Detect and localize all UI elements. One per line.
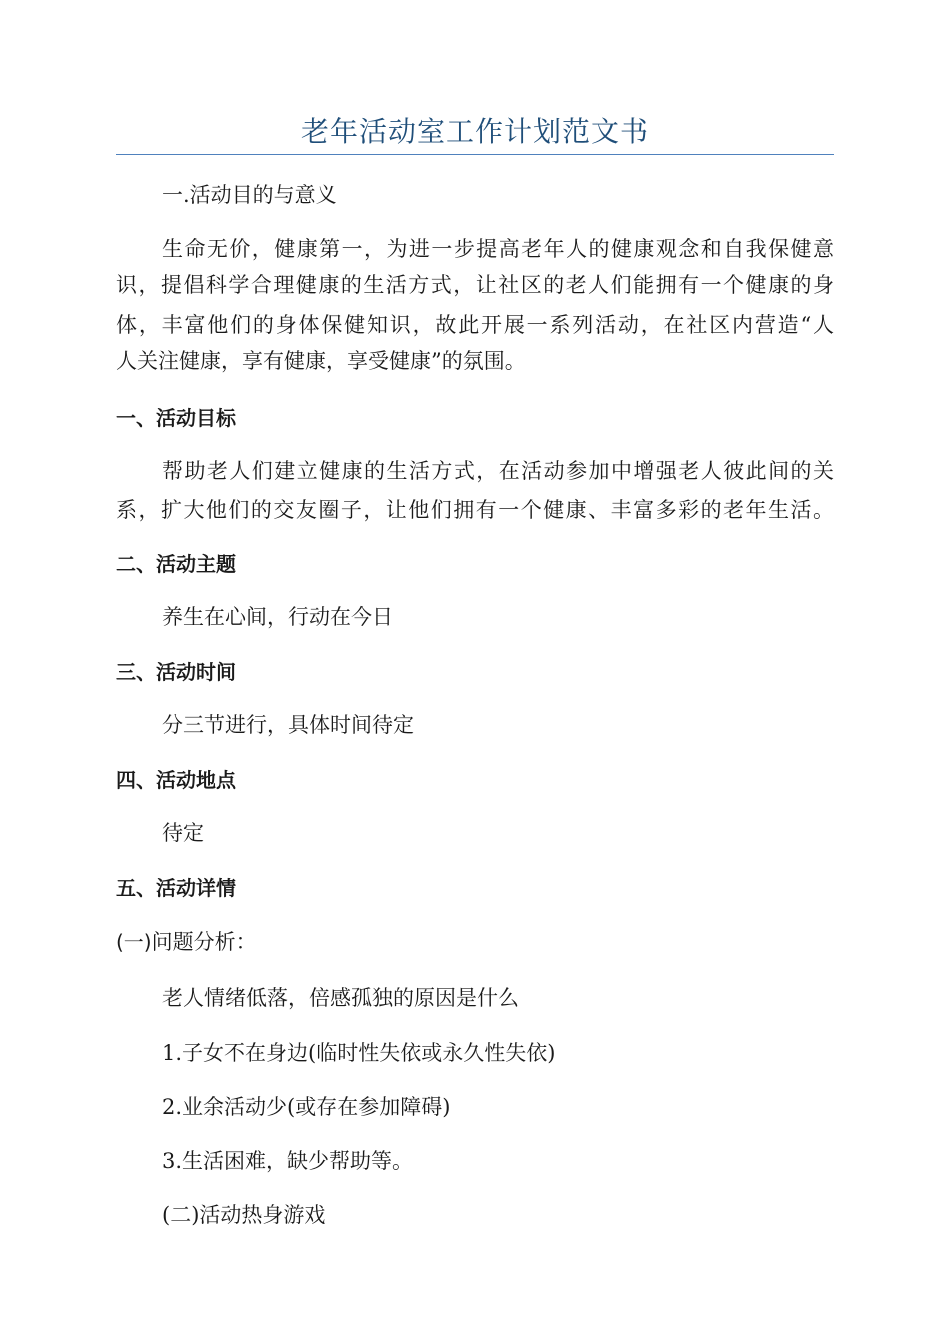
section-heading-details: 五、活动详情 xyxy=(116,876,236,900)
document-title: 老年活动室工作计划范文书 xyxy=(300,115,649,148)
goal-paragraph-line-2: 系，扩大他们的交友圈子，让他们拥有一个健康、丰富多彩的老年生活。 xyxy=(116,498,834,522)
theme-text: 养生在心间，行动在今日 xyxy=(162,605,393,629)
subsection-label: 问题分析： xyxy=(151,930,257,954)
section-heading-location: 四、活动地点 xyxy=(116,768,236,792)
section-heading-time: 三、活动时间 xyxy=(116,660,236,684)
reason-item-1: 1.子女不在身边(临时性失依或永久性失依) xyxy=(162,1041,556,1065)
intro-heading: 一.活动目的与意义 xyxy=(162,183,337,207)
intro-paragraph-line-1: 生命无价，健康第一，为进一步提高老年人的健康观念和自我保健意 xyxy=(162,237,834,261)
question-text: 老人情绪低落，倍感孤独的原因是什么 xyxy=(162,986,519,1010)
title-underline xyxy=(116,154,834,155)
reason-item-2: 2.业余活动少(或存在参加障碍) xyxy=(162,1095,451,1119)
location-text: 待定 xyxy=(162,821,204,845)
intro-paragraph-line-4: 人关注健康，享有健康，享受健康”的氛围。 xyxy=(116,349,526,373)
goal-paragraph-line-1: 帮助老人们建立健康的生活方式，在活动参加中增强老人彼此间的关 xyxy=(162,459,834,483)
time-text: 分三节进行，具体时间待定 xyxy=(162,713,414,737)
intro-paragraph-line-3: 体，丰富他们的身体保健知识，故此开展一系列活动，在社区内营造“人 xyxy=(116,313,834,337)
section-heading-goal: 一、活动目标 xyxy=(116,406,236,430)
reason-item-3: 3.生活困难，缺少帮助等。 xyxy=(162,1149,414,1173)
subsection-prefix: (一) xyxy=(116,930,152,954)
subsection-problem-analysis xyxy=(116,927,834,957)
section-heading-theme: 二、活动主题 xyxy=(116,552,236,576)
subsection-warmup-games: (二)活动热身游戏 xyxy=(162,1203,326,1227)
intro-paragraph-line-2: 识，提倡科学合理健康的生活方式，让社区的老人们能拥有一个健康的身 xyxy=(116,273,834,297)
